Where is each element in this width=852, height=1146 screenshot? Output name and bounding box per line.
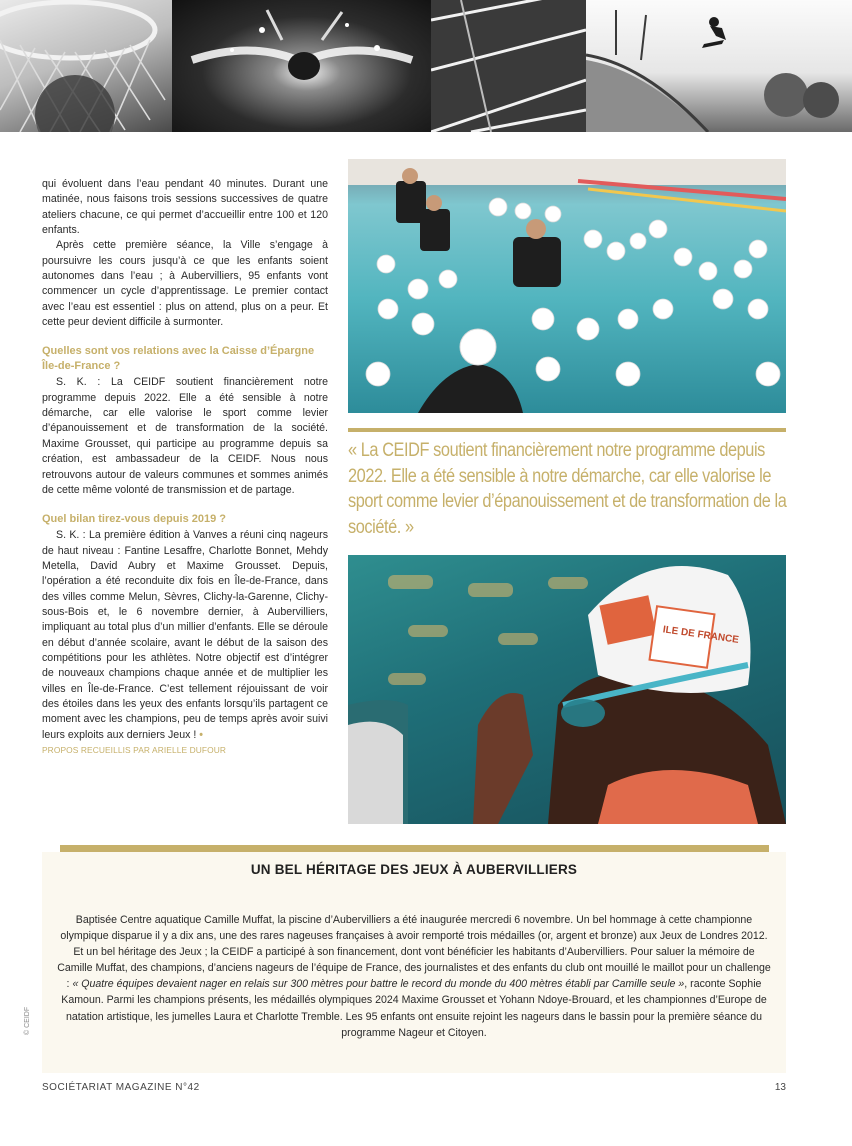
sidebar-box	[42, 852, 786, 1073]
quote-rule	[348, 428, 786, 432]
question-heading: Quel bilan tirez-vous depuis 2019 ?	[42, 513, 226, 526]
article-credit: PROPOS RECUEILLIS PAR ARIELLE DUFOUR	[42, 745, 227, 755]
footer-magazine: SOCIÉTARIAT MAGAZINE N°42	[42, 1082, 200, 1093]
box-title: UN BEL HÉRITAGE DES JEUX À AUBERVILLIERS	[250, 862, 578, 877]
box-rule	[60, 845, 769, 852]
question-heading: Quelles sont vos relations avec la Caisse d’Épargne Île-de-France ?	[42, 345, 315, 373]
photo-skateboarder	[586, 0, 852, 132]
photo-child-swim-cap	[348, 555, 786, 824]
article-left-column	[42, 177, 328, 758]
top-photo-strip	[0, 0, 852, 132]
pull-quote: « La CEIDF soutient financièrement notre programme depuis 2022. Elle a été sensible à notre démarche, car elle valorise le sport comme levier d’épanouissement et de transformation de la société. »	[348, 440, 787, 538]
photo-credit-vertical: © CEIDF	[24, 1006, 31, 1035]
answer-paragraph	[42, 528, 328, 743]
box-text-part2: , raconte Sophie Kamoun. Parmi les champions présents, les médaillés olympiques 2024 Maxime Grousset et Yohann Ndoye-Brouard, et les championnes d’Europe de natation artistique, les jumelles Laura et Charlotte Tremble. Les 95 enfants ont ensuite rejoint les nageurs dans le bassin pour la première séance du programme Nageur et Citoyen.	[61, 978, 767, 1039]
article-paragraph: Après cette première séance, la Ville s’engage à poursuivre les cours jusqu’à ce que les enfants soient autonomes dans l’eau ; à Aubervilliers, 95 enfants vont commencer un cycle d’apprentissage. Le premier contact avec l’eau est essentiel : plus on attend, plus on a peur. Et cette peur devient difficile à surmonter.	[42, 239, 328, 329]
box-quote: « Quatre équipes devaient nager en relais sur 300 mètres pour battre le record du monde du 400 mètres établi par Camille seule »	[72, 978, 685, 991]
answer-text: S. K. : La première édition à Vanves a réuni cinq nageurs de haut niveau : Fantine Lesaffre, Charlotte Bonnet, Mehdy Metella, David Aubry et Maxime Grousset. Depuis, l’opération a été reconduite dix fois en Île-de-France, dans des villes comme Melun, Sèvres, Clichy-la-Garenne, Clichy-sous-Bois et, le 6 novembre dernier, à Aubervilliers, impliquant au total plus d’un millier d’enfants. Elle se déroule en début d’année scolaire, avant le début de la saison des compétitions pour les athlètes. Notre objectif est d’intégrer de nouveaux champions chaque année et de multiplier les villes en Île-de-France. C’est tellement réjouissant de voir des étoiles dans les yeux des enfants lorsqu’ils partagent ce moment avec les champions, peu de temps après avoir suivi leurs exploits aux derniers Jeux !	[42, 529, 328, 741]
answer-paragraph: S. K. : La CEIDF soutient financièrement notre programme depuis 2022. Elle a été sensible à notre démarche, car elle valorise le sport comme levier d’épanouissement et de transformation de la société. Maxime Grousset, qui participe au programme depuis sa création, est ambassadeur de la CEIDF. Nous nous retrouvons autour de valeurs communes et sommes animés de cette même volonté de transmission et de partage.	[42, 376, 328, 496]
end-mark: •	[199, 728, 203, 741]
photo-butterfly-swimmer	[172, 0, 431, 132]
box-body	[56, 912, 772, 1041]
cap-logo-text: ILE DE FRANCE	[662, 624, 740, 646]
photo-running-track	[431, 0, 586, 132]
box-text-part1: Baptisée Centre aquatique Camille Muffat, la piscine d’Aubervilliers a été inaugurée mercredi 6 novembre. Un bel hommage à cette championne olympique disparue il y a dix ans, une des rares nageuses françaises à avoir remporté trois médailles (or, argent et bronze) aux Jeux de Londres 2012. Et un bel héritage des Jeux ; la CEIDF a participé à son financement, dont vont bénéficier les habitants d’Aubervilliers. Pour saluer la mémoire de Camille Muffat, des champions, d’anciens nageurs de l’équipe de France, des journalistes et des enfants du club ont mouillé le maillot pour un challenge :	[57, 914, 771, 991]
photo-pool-children-group	[348, 159, 786, 413]
photo-basketball-hoop	[0, 0, 172, 132]
page-number: 13	[774, 1082, 786, 1093]
article-paragraph: qui évoluent dans l’eau pendant 40 minutes. Durant une matinée, nous faisons trois sessions successives de quatre ateliers chacune, ce qui permet d’accueillir entre 100 et 120 enfants.	[42, 178, 328, 237]
